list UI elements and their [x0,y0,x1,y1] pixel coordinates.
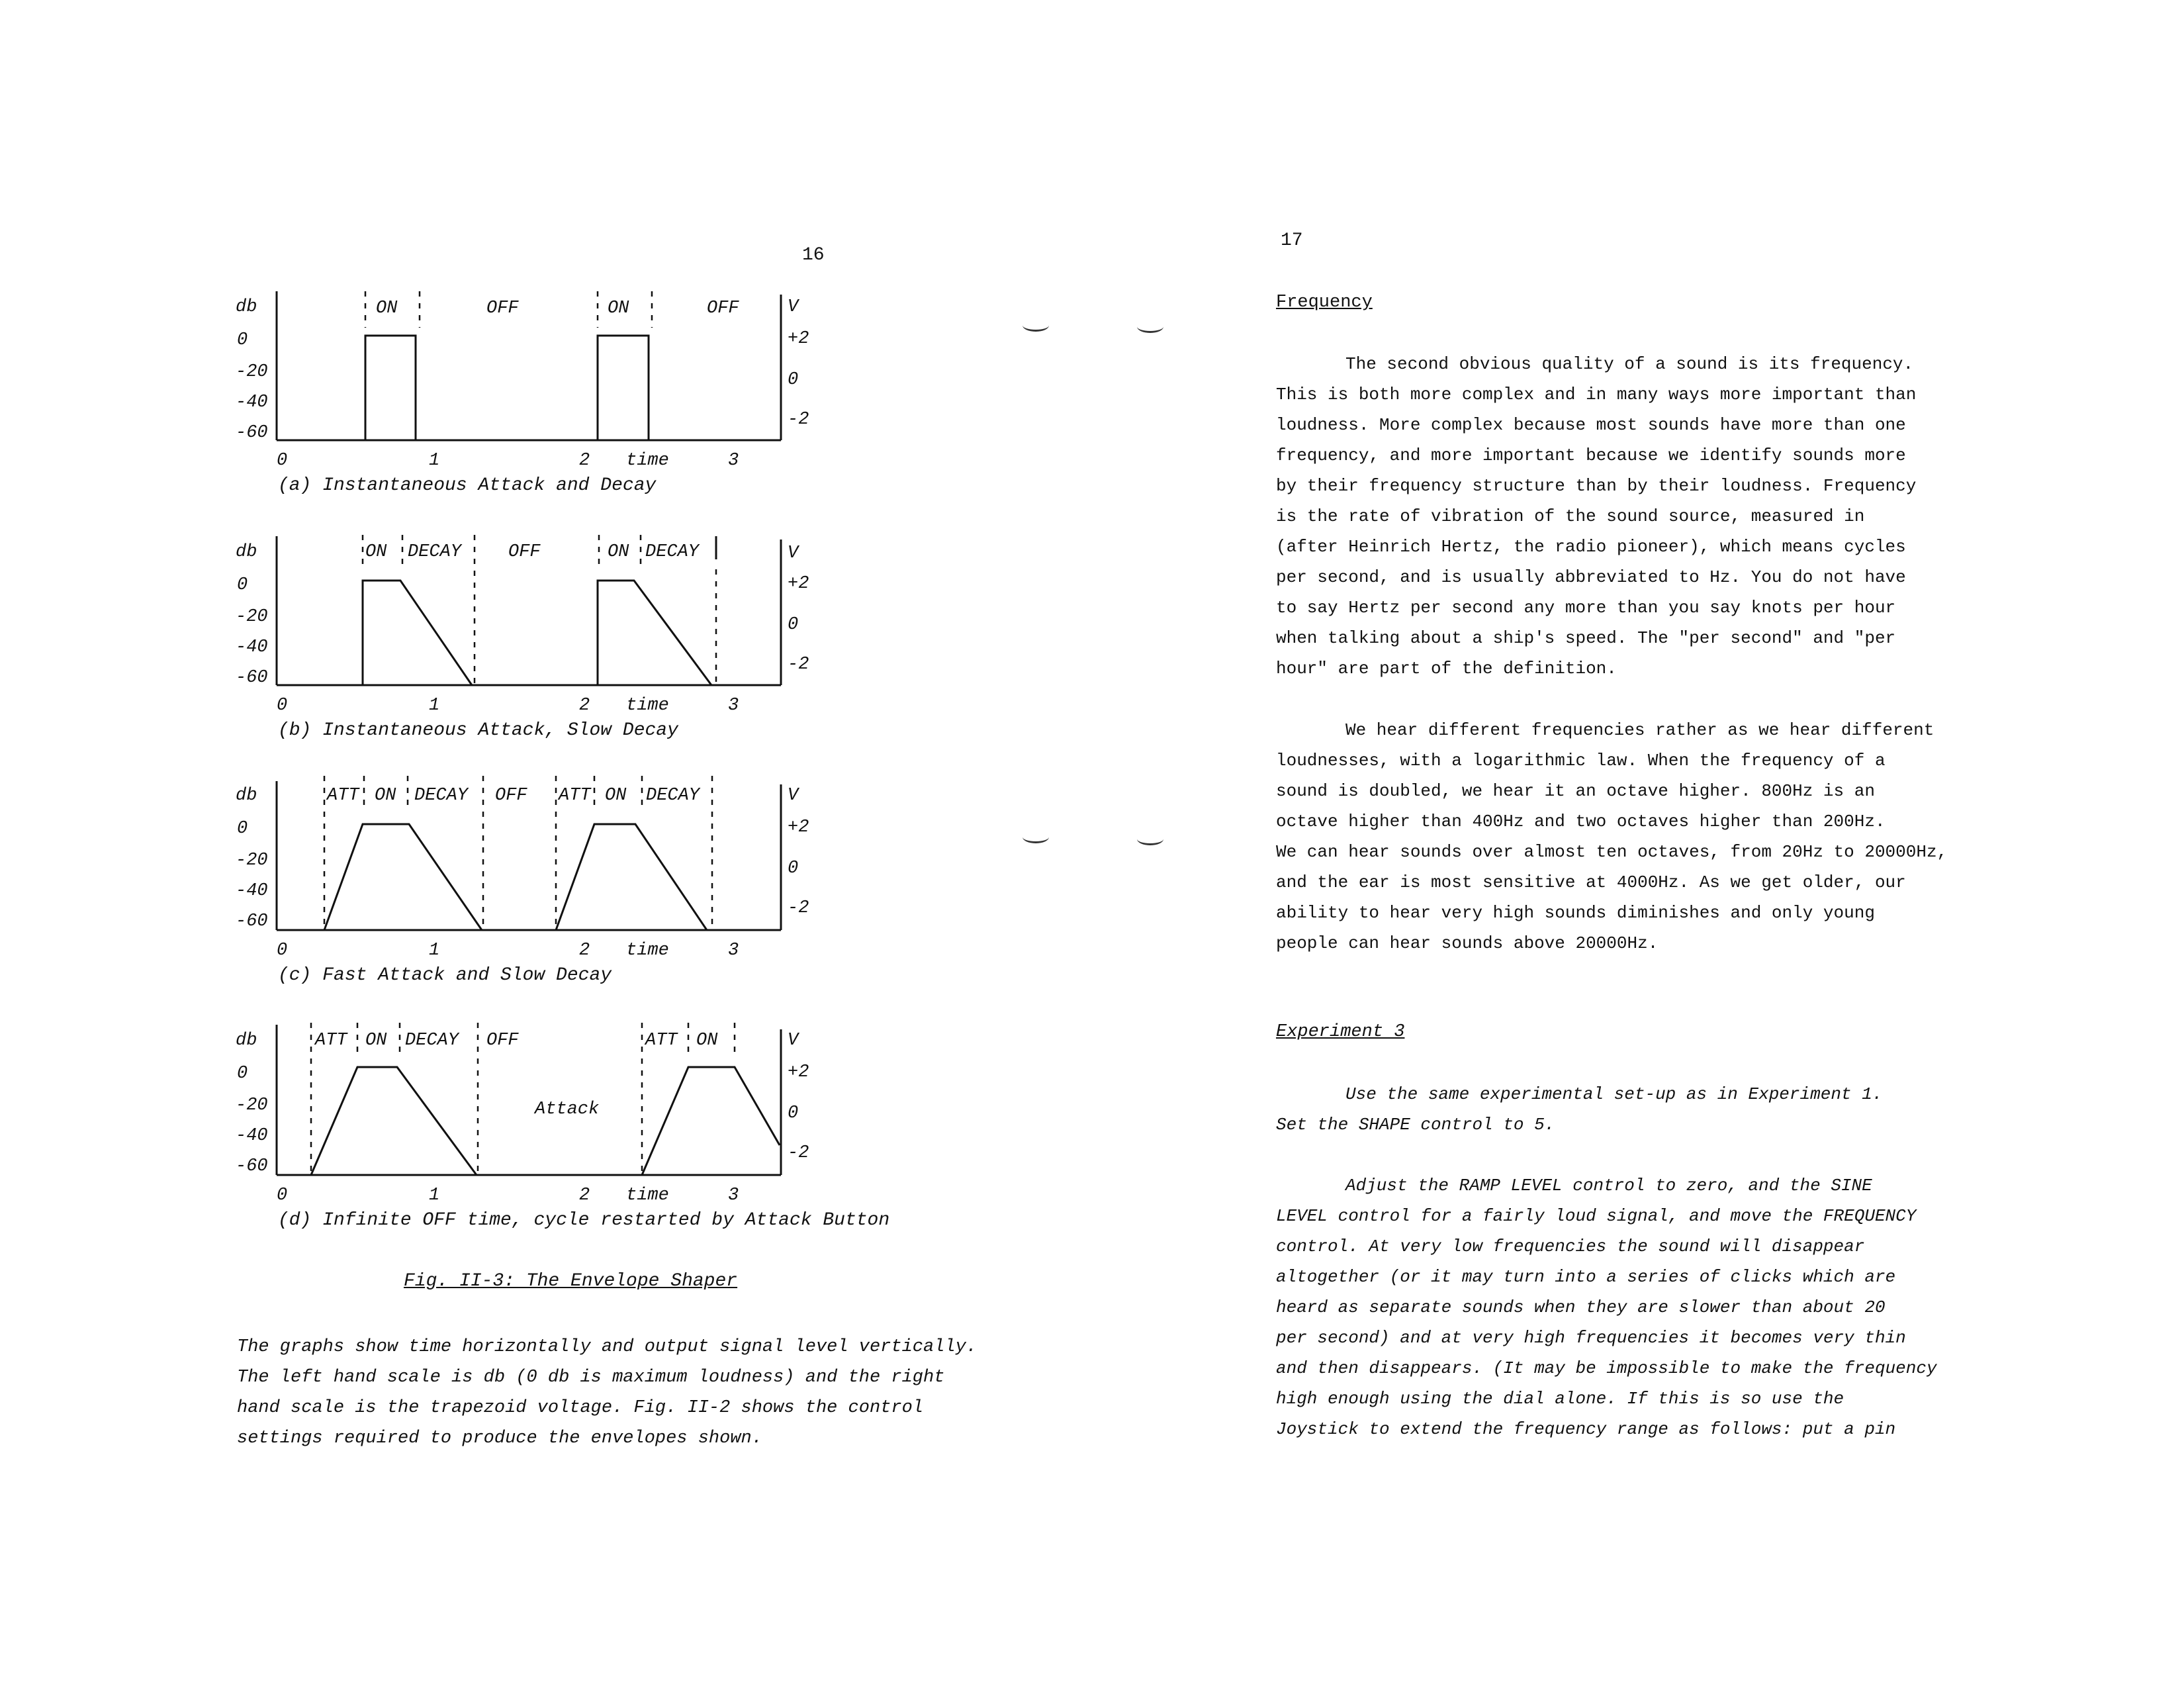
graph-a-left-scale-3: -40 [236,393,268,412]
graph-c-tick-1: 1 [429,941,440,961]
figure-title: Fig. II-3: The Envelope Shaper [404,1271,738,1291]
text-line: sound is doubled, we hear it an octave higher. 800Hz is an [1276,781,1875,801]
graph-c-tick-2: 2 [579,941,590,961]
graph-c-label-decay-1: DECAY [414,786,469,806]
graph-d-tick-time: time [626,1186,669,1205]
text-line: LEVEL control for a fairly loud signal, and move the FREQUENCY [1276,1206,1917,1226]
graph-d-right-scale-2: 0 [788,1103,799,1123]
graph-c-right-scale-3: -2 [788,898,809,918]
text-line: This is both more complex and in many ways more important than [1276,385,1917,404]
graph-d-left-scale-0: db [236,1031,257,1051]
graph-b-label-off-1: OFF [508,542,541,562]
text-line: octave higher than 400Hz and two octaves higher than 200Hz. [1276,812,1886,831]
graph-d-label-decay-1: DECAY [405,1031,459,1051]
graph-a-tick-2: 2 [579,451,590,471]
graph-c-left-scale-2: -20 [236,851,268,870]
graph-b-label-on-1: ON [365,542,387,562]
graph-a-left-scale-2: -20 [236,362,268,382]
graph-a-right-scale-2: 0 [788,370,799,390]
graph-b-tick-3: 3 [728,696,739,716]
graph-d-left-scale-4: -60 [236,1156,268,1176]
graph-a-left-scale-4: -60 [236,423,268,443]
frequency-paragraph-1 [1276,349,2103,684]
graph-d-tick-1: 1 [429,1186,440,1205]
text-line: to say Hertz per second any more than you say knots per hour [1276,598,1896,618]
graph-a-tick-time: time [626,451,669,471]
graph-c-left-scale-3: -40 [236,881,268,901]
graph-c-label-decay-2: DECAY [646,786,700,806]
graph-c-left-scale-0: db [236,786,257,806]
graph-b-tick-1: 1 [429,696,440,716]
experiment-paragraph-2 [1276,1170,2103,1444]
graph-b-left-scale-3: -40 [236,637,268,657]
graph-a-label-off-2: OFF [707,299,739,318]
graph-a-tick-1: 1 [429,451,440,471]
binding-mark [1023,831,1049,843]
graph-a-right-scale-0: V [788,297,799,317]
text-line: control. At very low frequencies the sound will disappear [1276,1237,1865,1256]
graph-b-label-on-2: ON [608,542,629,562]
graph-b-right-scale-3: -2 [788,655,809,675]
graph-d-right-scale-3: -2 [788,1143,809,1163]
heading-experiment-3: Experiment 3 [1276,1022,1405,1042]
graph-d-left-scale-3: -40 [236,1126,268,1146]
graph-a-right-scale-1: +2 [788,329,809,349]
text-line: loudnesses, with a logarithmic law. When the frequency of a [1276,751,1886,771]
text-line: frequency, and more important because we identify sounds more [1276,445,1906,465]
experiment-paragraph-1 [1276,1079,2103,1140]
graph-d-label-off-1: OFF [486,1031,519,1051]
graph-b-tick-2: 2 [579,696,590,716]
binding-mark [1023,319,1049,332]
binding-mark [1137,320,1163,333]
envelope-figure [0,0,1092,1258]
graph-a-caption: (a) Instantaneous Attack and Decay [278,475,657,496]
graph-b-left-scale-0: db [236,542,257,562]
graph-d-left-scale-2: -20 [236,1096,268,1115]
graph-b-tick-0: 0 [277,696,288,716]
graph-c-left-scale-4: -60 [236,912,268,931]
graph-a-tick-0: 0 [277,451,288,471]
graph-d-label-on-2: ON [696,1031,718,1051]
text-line: (after Heinrich Hertz, the radio pioneer), which means cycles [1276,537,1906,557]
graph-c-left-scale-1: 0 [237,819,248,839]
heading-frequency: Frequency [1276,293,1373,312]
text-line: We hear different frequencies rather as we hear different [1345,720,1934,740]
graph-a-label-off-1: OFF [486,299,519,318]
text-line: per second) and at very high frequencies it becomes very thin [1276,1328,1906,1348]
text-line: Use the same experimental set-up as in Experiment 1. [1345,1084,1883,1104]
text-line: by their frequency structure than by their loudness. Frequency [1276,476,1917,496]
graph-d-label-att-1: ATT [315,1031,347,1051]
graph-b-right-scale-0: V [788,543,799,563]
text-line: when talking about a ship's speed. The "per second" and "per [1276,628,1896,648]
binding-mark [1137,833,1163,845]
graph-b-left-scale-2: -20 [236,607,268,627]
graph-c-label-off-1: OFF [495,786,527,806]
graph-b-label-decay-1: DECAY [408,542,462,562]
graph-b-left-scale-4: -60 [236,668,268,688]
figure-description-line: The graphs show time horizontally and output signal level vertically. [237,1337,977,1357]
graph-d-label-on-1: ON [365,1031,387,1051]
graph-d-annotation-attack: Attack [535,1100,600,1119]
text-line: We can hear sounds over almost ten octaves, from 20Hz to 20000Hz, [1276,842,1948,862]
text-line: and then disappears. (It may be impossible to make the frequency [1276,1358,1937,1378]
text-line: Adjust the RAMP LEVEL control to zero, and the SINE [1345,1176,1872,1196]
graph-b-right-scale-1: +2 [788,574,809,594]
graph-b-caption: (b) Instantaneous Attack, Slow Decay [278,720,678,741]
graph-c-right-scale-2: 0 [788,859,799,878]
graph-a-left-scale-1: 0 [237,330,248,350]
graph-a [277,291,781,440]
figure-description [237,1332,978,1454]
graph-d-tick-3: 3 [728,1186,739,1205]
graph-c-label-att-1: ATT [327,786,359,806]
text-line: is the rate of vibration of the sound source, measured in [1276,506,1865,526]
graph-c-label-att-2: ATT [559,786,591,806]
graph-a-label-on-2: ON [608,299,629,318]
graph-b-right-scale-2: 0 [788,615,799,635]
graph-c-caption: (c) Fast Attack and Slow Decay [278,965,612,986]
text-line: heard as separate sounds when they are slower than about 20 [1276,1297,1886,1317]
graph-d-left-scale-1: 0 [237,1064,248,1084]
text-line: hour" are part of the definition. [1276,659,1617,679]
text-line: loudness. More complex because most sounds have more than one [1276,415,1906,435]
figure-description-line: settings required to produce the envelopes shown. [237,1429,762,1448]
graph-c-tick-0: 0 [277,941,288,961]
graph-c-right-scale-1: +2 [788,818,809,837]
figure-description-line: The left hand scale is db (0 db is maximum loudness) and the right [237,1368,945,1387]
graph-d-right-scale-0: V [788,1031,799,1051]
graph-a-tick-3: 3 [728,451,739,471]
page-number-16: 16 [802,245,825,265]
graph-d-tick-0: 0 [277,1186,288,1205]
graph-c-tick-time: time [626,941,669,961]
graph-a-left-scale-0: db [236,297,257,317]
text-line: and the ear is most sensitive at 4000Hz. As we get older, our [1276,872,1906,892]
frequency-paragraph-2 [1276,715,2103,959]
graph-c-right-scale-0: V [788,786,799,806]
text-line: ability to hear very high sounds diminishes and only young [1276,903,1875,923]
graph-d-tick-2: 2 [579,1186,590,1205]
graph-c-tick-3: 3 [728,941,739,961]
graph-a-right-scale-3: -2 [788,410,809,430]
page-number-17: 17 [1281,230,1303,251]
graph-b-label-decay-2: DECAY [645,542,700,562]
graph-b-left-scale-1: 0 [237,575,248,595]
text-line: per second, and is usually abbreviated to Hz. You do not have [1276,567,1906,587]
graph-a-label-on-1: ON [376,299,398,318]
text-line: The second obvious quality of a sound is its frequency. [1345,354,1914,374]
graph-d-label-att-2: ATT [645,1031,678,1051]
figure-description-line: hand scale is the trapezoid voltage. Fig. II-2 shows the control [237,1398,923,1418]
right-page [1092,0,2184,1688]
graph-b-tick-time: time [626,696,669,716]
graph-c-label-on-2: ON [605,786,627,806]
text-line: Joystick to extend the frequency range as follows: put a pin [1276,1419,1896,1439]
graph-d-caption: (d) Infinite OFF time, cycle restarted by Attack Button [278,1210,890,1231]
text-line: people can hear sounds above 20000Hz. [1276,933,1659,953]
text-line: Set the SHAPE control to 5. [1276,1115,1555,1135]
graph-d-right-scale-1: +2 [788,1062,809,1082]
text-line: altogether (or it may turn into a series of clicks which are [1276,1267,1896,1287]
graph-c-label-on-1: ON [375,786,396,806]
text-line: high enough using the dial alone. If this is so use the [1276,1389,1844,1409]
